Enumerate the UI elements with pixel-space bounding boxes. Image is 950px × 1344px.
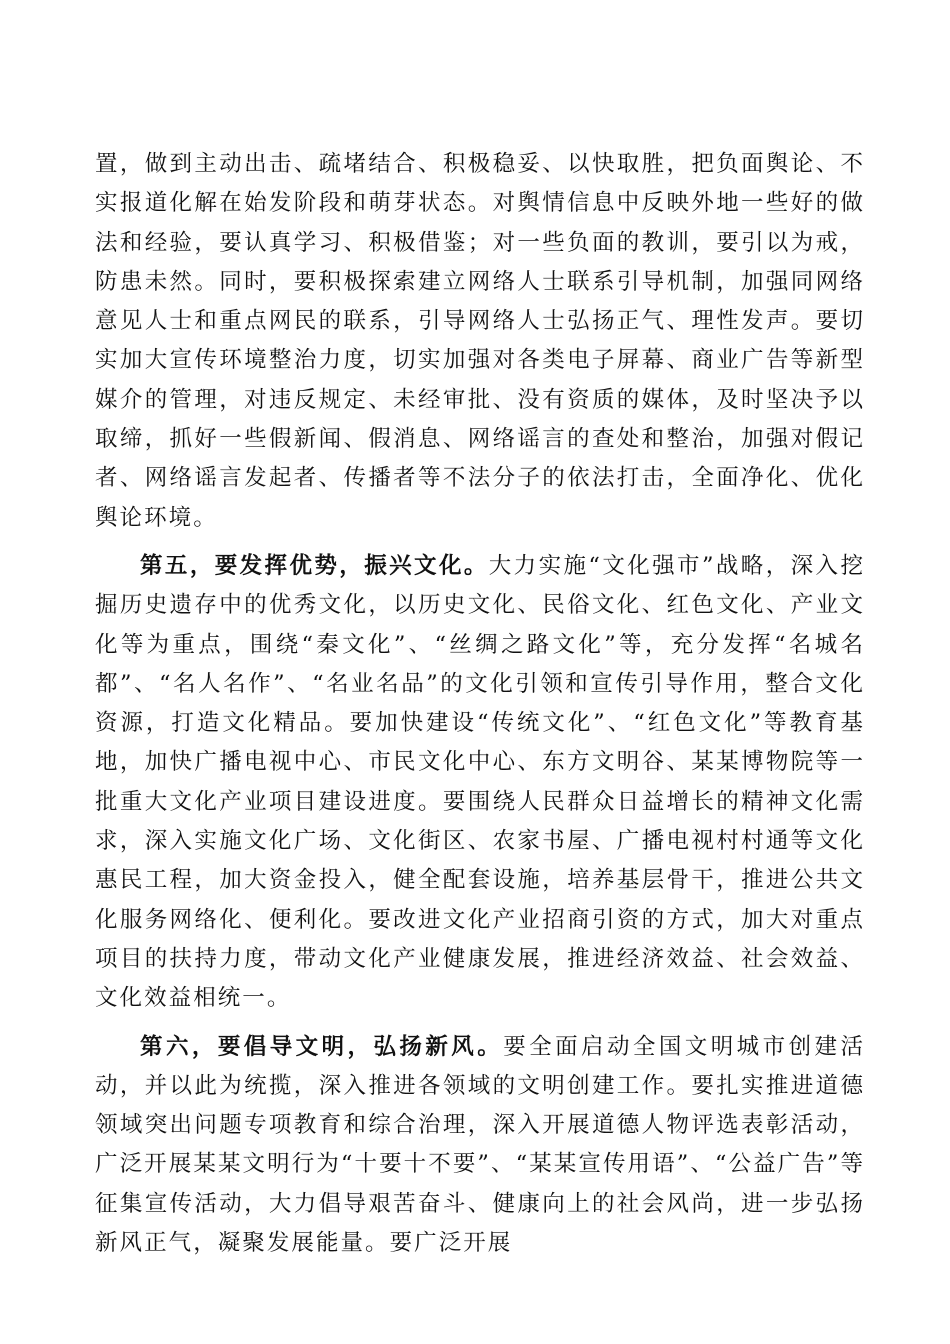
- paragraph-body: 要全面启动全国文明城市创建活动，并以此为统揽，深入推进各领域的文明创建工作。要扎实推进道德领域突出问题专项教育和综合治理，深入开展道德人物评选表彰活动，广泛开展某某文明行为“十要十不要”、“某某宣传用语”、“公益广告”等征集宣传活动，大力倡导艰苦奋斗、健康向上的社会风尚，进一步弘扬新风正气，凝聚发展能量。要广泛开展: [95, 1033, 866, 1257]
- paragraph-heading: 第六，要倡导文明，弘扬新风。: [140, 1033, 504, 1060]
- paragraph-body: 置，做到主动出击、疏堵结合、积极稳妥、以快取胜，把负面舆论、不实报道化解在始发阶段和萌芽状态。对舆情信息中反映外地一些好的做法和经验，要认真学习、积极借鉴；对一些负面的教训，要引以为戒，防患未然。同时，要积极探索建立网络人士联系引导机制，加强同网络意见人士和重点网民的联系，引导网络人士弘扬正气、理性发声。要切实加大宣传环境整治力度，切实加强对各类电子屏幕、商业广告等新型媒介的管理，对违反规定、未经审批、没有资质的媒体，及时坚决予以取缔，抓好一些假新闻、假消息、网络谣言的查处和整治，加强对假记者、网络谣言发起者、传播者等不法分子的依法打击，全面净化、优化舆论环境。: [95, 151, 865, 531]
- paragraph-section-five: [95, 547, 865, 1019]
- paragraph-section-six: [95, 1028, 865, 1264]
- paragraph-body: 大力实施“文化强市”战略，深入挖掘历史遗存中的优秀文化，以历史文化、民俗文化、红色文化、产业文化等为重点，围绕“秦文化”、“丝绸之路文化”等，充分发挥“名城名都”、“名人名作”、“名业名品”的文化引领和宣传引导作用，整合文化资源，打造文化精品。要加快建设“传统文化”、“红色文化”等教育基地，加快广播电视中心、市民文化中心、东方文明谷、某某博物院等一批重大文化产业项目建设进度。要围绕人民群众日益增长的精神文化需求，深入实施文化广场、文化街区、农家书屋、广播电视村村通等文化惠民工程，加大资金投入，健全配套设施，培养基层骨干，推进公共文化服务网络化、便利化。要改进文化产业招商引资的方式，加大对重点项目的扶持力度，带动文化产业健康发展，推进经济效益、社会效益、文化效益相统一。: [95, 552, 865, 1012]
- paragraph-continuation: [95, 145, 865, 538]
- document-page: [95, 145, 865, 1263]
- paragraph-heading: 第五，要发挥优势，振兴文化。: [140, 552, 489, 579]
